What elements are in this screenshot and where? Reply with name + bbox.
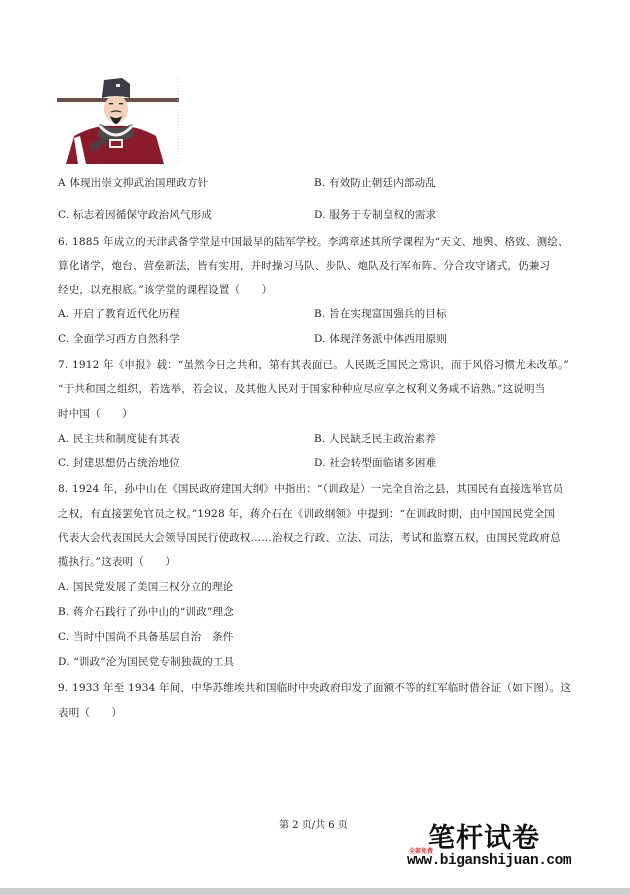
page-indicator: 第 2 页/共 6 页 [279, 820, 348, 831]
q6-option-b: B. 旨在实现富国强兵的目标 [314, 308, 447, 320]
q5-option-d: D. 服务于专制皇权的需求 [314, 209, 437, 221]
q8-option-b: B. 蒋介石践行了孙中山的“训政”理念 [58, 606, 234, 618]
q6-option-a: A. 开启了教育近代化历程 [58, 308, 180, 320]
q7-option-d: D. 社会转型面临诸多困难 [314, 457, 437, 469]
page-bottom-divider [0, 888, 630, 895]
q8-stem-line-4: 揽执行。”这表明（ ） [58, 556, 177, 568]
q7-option-c: C. 封建思想仍占统治地位 [58, 457, 180, 469]
q5-option-b: B. 有效防止朝廷内部动乱 [314, 177, 436, 189]
q7-stem-line-1: 7. 1912 年《申报》载：“虽然今日之共和，第有其表面已。人民既乏国民之常识，而于风俗习惯尤未改革。” [58, 359, 569, 371]
watermark-url[interactable]: www.biganshijuan.com [407, 853, 572, 869]
q8-option-a: A. 国民党发展了美国三权分立的理论 [58, 581, 234, 593]
official-portrait-image [56, 74, 180, 164]
official-portrait-icon [56, 74, 180, 164]
q8-option-d: D. “训政”沦为国民党专制独裁的工具 [58, 656, 235, 668]
q7-stem-line-3: 时中国（ ） [58, 408, 133, 420]
q6-stem-line-3: 经史，以充根底。”该学堂的课程设置（ ） [58, 284, 273, 296]
watermark-free-tag: 全部免费 [409, 848, 434, 855]
q6-option-c: C. 全面学习西方自然科学 [58, 333, 180, 345]
q8-stem-line-2: 之权，有直接罢免官员之权。”1928 年，蒋介石在《训政纲领》中提到：“在训政时期，由中国国民党全国 [58, 508, 556, 520]
q6-option-d: D. 体现洋务派中体西用原则 [314, 333, 448, 345]
q5-option-c: C. 标志着因循保守政治风气形成 [58, 209, 213, 221]
watermark-title: 笔杆试卷 [428, 823, 540, 854]
q6-stem-line-2: 算化诸学，炮台、营垒新法，皆有实用，并时操习马队、步队、炮队及行军布阵、分合攻守诸式，仍兼习 [58, 260, 551, 272]
q8-stem-line-1: 8. 1924 年，孙中山在《国民政府建国大纲》中指出：“（训政是）一完全自治之县，其国民有直接选举官员 [58, 483, 564, 495]
q9-stem-line-1: 9. 1933 年至 1934 年间，中华苏维埃共和国临时中央政府印发了面额不等的红军临时借谷证（如下图）。这 [58, 682, 572, 694]
q9-stem-line-2: 表明（ ） [58, 707, 123, 719]
q7-option-a: A. 民主共和制度徒有其表 [58, 433, 180, 445]
q5-option-a: A 体现出崇文抑武治国理政方针 [58, 177, 209, 189]
q8-stem-line-3: 代表大会代表国民大会领导国民行使政权……治权之行政、立法、司法，考试和监察五权，由国民党政府总 [58, 532, 561, 544]
q8-option-c: C. 当时中国尚不具备基层自治 条件 [58, 631, 234, 643]
q6-stem-line-1: 6. 1885 年成立的天津武备学堂是中国最早的陆军学校。李鸿章述其所学课程为“天文、地舆、格致、测绘、 [58, 236, 569, 248]
q7-option-b: B. 人民缺乏民主政治素养 [314, 433, 436, 445]
q7-stem-line-2: “于共和国之组织，若选举，若会议，及其他人民对于国家种种应尽应享之权利义务咸不谙熟。”这说明当 [58, 383, 546, 395]
